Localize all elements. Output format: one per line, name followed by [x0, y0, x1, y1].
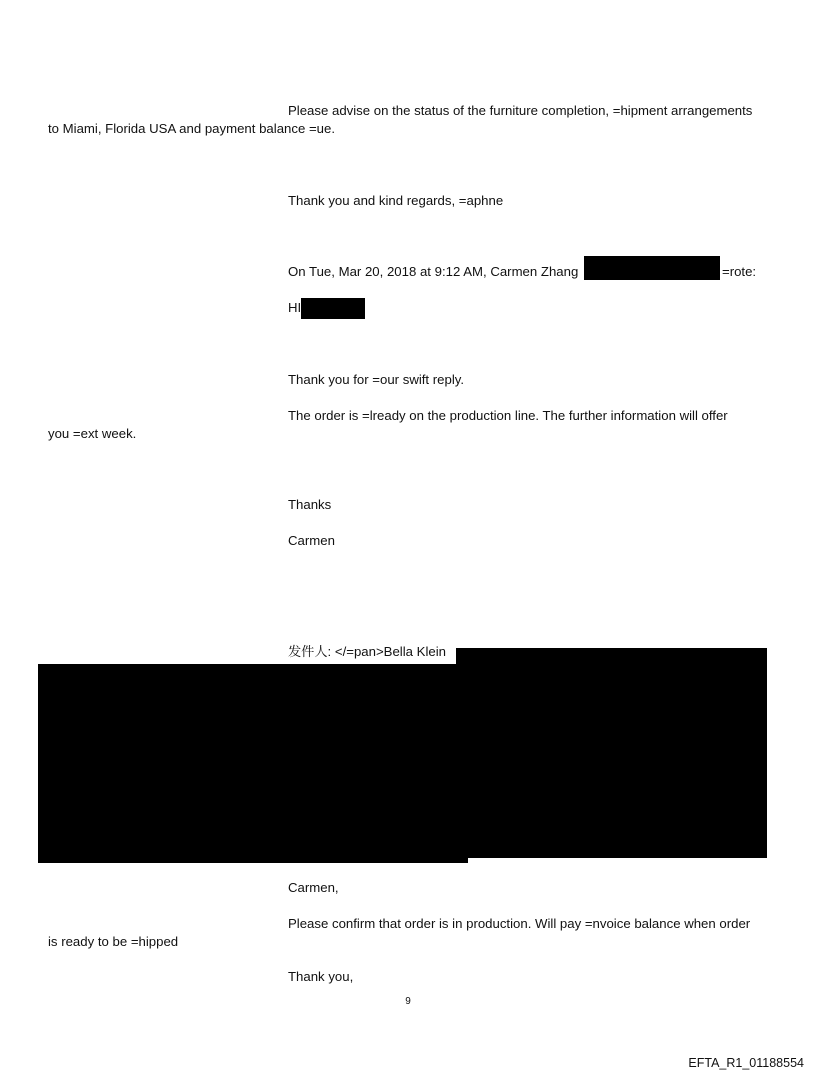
redaction-block [584, 256, 720, 280]
reply-closing: Thank you, [288, 969, 354, 984]
redaction-block [301, 298, 365, 319]
body-line: you =ext week. [48, 426, 137, 441]
reply-line: is ready to be =hipped [48, 934, 179, 949]
body-line: The order is =lready on the production line. The further information will offer [288, 408, 728, 423]
reply-greeting: Carmen, [288, 880, 339, 895]
paragraph-line: to Miami, Florida USA and payment balance =ue. [48, 121, 335, 136]
signature: Carmen [288, 533, 335, 548]
forward-header: 发件人: </=pan>Bella Klein [288, 644, 446, 659]
page-number: 9 [405, 996, 411, 1007]
body-line: Thank you for =our swift reply. [288, 372, 465, 387]
quote-header-suffix: =rote: [722, 264, 757, 279]
closing-line: Thank you and kind regards, =aphne [288, 193, 504, 208]
reply-line: Please confirm that order is in production. Will pay =nvoice balance when order [288, 916, 751, 931]
redaction-block [38, 664, 468, 863]
quote-header-prefix: On Tue, Mar 20, 2018 at 9:12 AM, Carmen Zhang [288, 264, 579, 279]
paragraph-line: Please advise on the status of the furniture completion, =hipment arrangements [288, 103, 753, 118]
greeting: HI [288, 300, 302, 315]
redaction-block [456, 648, 767, 858]
signoff: Thanks [288, 497, 332, 512]
document-id: EFTA_R1_01188554 [688, 1056, 804, 1070]
